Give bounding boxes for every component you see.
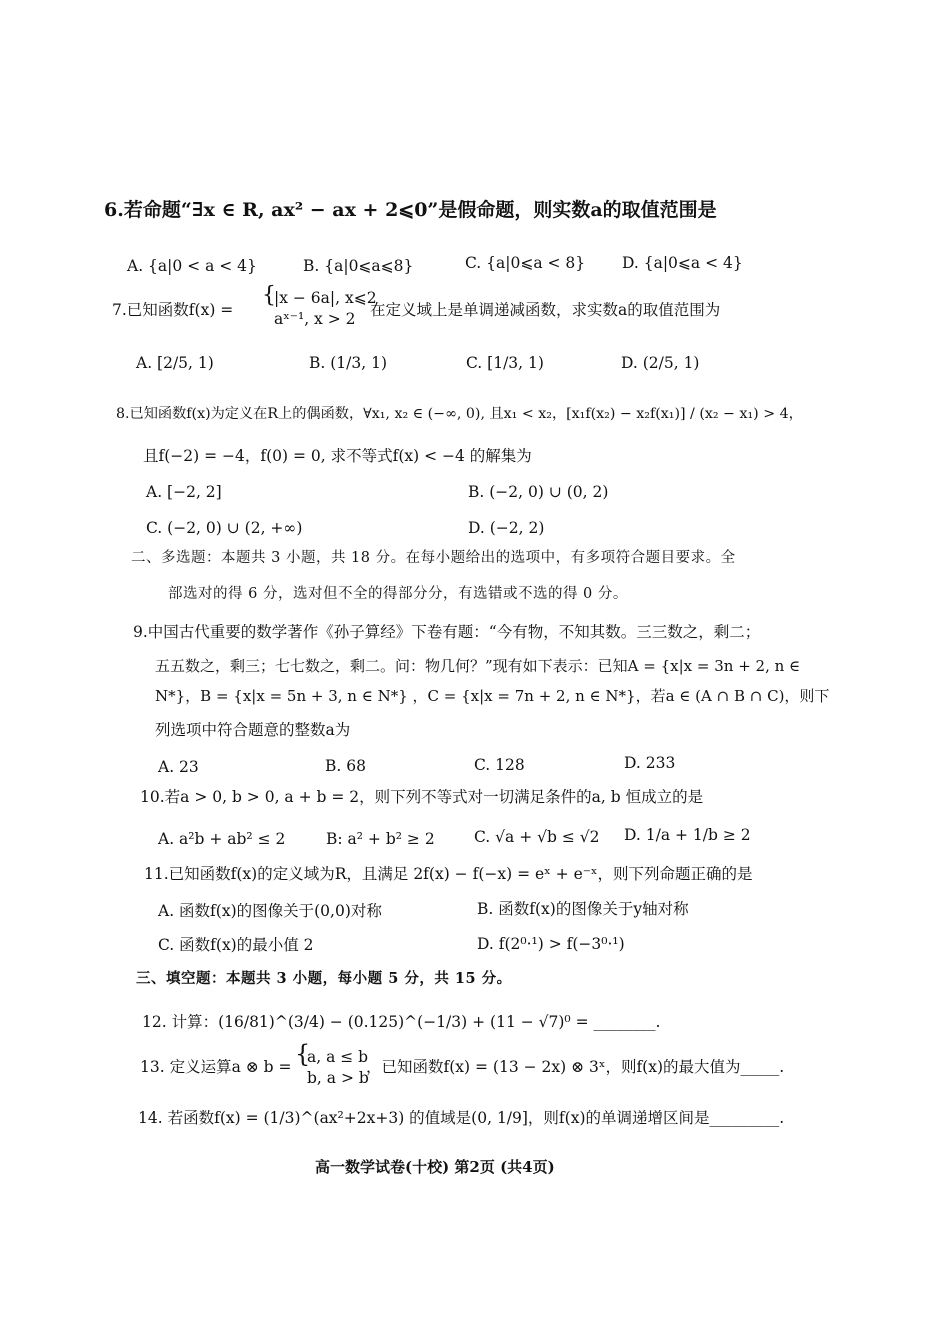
q9-line-4: 列选项中符合题意的整数a为 [155, 721, 351, 739]
q9-option-b: B. 68 [325, 757, 366, 775]
q6-option-b: B. {a|0⩽a⩽8} [303, 257, 414, 275]
q12-line: 12. 计算：(16/81)^(3/4) − (0.125)^(−1/3) + (11 − √7)⁰ = ________. [142, 1013, 661, 1031]
q10-option-b: B: a² + b² ≥ 2 [326, 830, 435, 848]
q7-option-d: D. (2/5, 1) [621, 354, 700, 372]
section-3-title: 三、填空题：本题共 3 小题，每小题 5 分，共 15 分。 [136, 970, 512, 987]
q13-brace: { [295, 1040, 311, 1068]
q6-option-a: A. {a|0 < a < 4} [127, 257, 257, 275]
q7-option-c: C. [1/3, 1) [466, 354, 544, 372]
q8-option-d: D. (−2, 2) [468, 519, 545, 537]
q8-line-1: 8.已知函数f(x)为定义在R上的偶函数，∀x₁, x₂ ∈ (−∞, 0), 且x₁ < x₂，[x₁f(x₂) − x₂f(x₁)] / (x₂ − x₁) > 4， [116, 406, 803, 422]
q9-line-1: 9.中国古代重要的数学著作《孙子算经》下卷有题：“今有物，不知其数。三三数之，剩二； [133, 623, 761, 641]
q11-option-a: A. 函数f(x)的图像关于(0,0)对称 [158, 902, 382, 920]
q7-brace: { [262, 283, 276, 308]
q13-piece-2: b, a > b [307, 1069, 369, 1087]
q6-stem: 6.若命题“∃x ∈ R, ax² − ax + 2⩽0”是假命题，则实数a的取值范围是 [104, 199, 717, 221]
q8-line-2: 且f(−2) = −4，f(0) = 0, 求不等式f(x) < −4 的解集为 [143, 447, 532, 465]
q9-line-2: 五五数之，剩三；七七数之，剩二。问：物几何？”现有如下表示：已知A = {x|x = 3n + 2, n ∈ [155, 657, 801, 675]
q11-option-b: B. 函数f(x)的图像关于y轴对称 [477, 900, 689, 918]
section-2-line-1: 二、多选题：本题共 3 小题，共 18 分。在每小题给出的选项中，有多项符合题目要求。全 [131, 550, 736, 566]
q9-option-a: A. 23 [158, 758, 199, 776]
q7-piece-2: aˣ⁻¹, x > 2 [274, 310, 356, 328]
q7-option-a: A. [2/5, 1) [136, 354, 214, 372]
q13-piece-1: a, a ≤ b [307, 1048, 369, 1066]
q9-option-c: C. 128 [474, 756, 525, 774]
q11-option-c: C. 函数f(x)的最小值 2 [158, 936, 314, 954]
page-footer: 高一数学试卷(十校) 第2页 (共4页) [315, 1158, 555, 1176]
q9-option-d: D. 233 [624, 754, 676, 772]
q7-stem-suffix: 在定义域上是单调递减函数，求实数a的取值范围为 [370, 301, 721, 319]
q8-option-b: B. (−2, 0) ∪ (0, 2) [468, 483, 609, 501]
q10-option-c: C. √a + √b ≤ √2 [474, 828, 600, 846]
q14-line: 14. 若函数f(x) = (1/3)^(ax²+2x+3) 的值域是(0, 1/9]，则f(x)的单调递增区间是_________. [138, 1109, 785, 1127]
q6-option-c: C. {a|0⩽a < 8} [465, 254, 586, 272]
q10-stem: 10.若a > 0, b > 0, a + b = 2，则下列不等式对一切满足条件的a, b 恒成立的是 [140, 788, 704, 806]
q11-stem: 11.已知函数f(x)的定义域为R，且满足 2f(x) − f(−x) = eˣ + e⁻ˣ，则下列命题正确的是 [144, 865, 753, 883]
q7-piece-1: |x − 6a|, x⩽2 [274, 289, 377, 307]
q10-option-d: D. 1/a + 1/b ≥ 2 [624, 826, 751, 844]
q11-option-d: D. f(2⁰·¹) > f(−3⁰·¹) [477, 935, 625, 953]
q6-option-d: D. {a|0⩽a < 4} [622, 254, 743, 272]
q13-prefix: 13. 定义运算a ⊗ b = [140, 1058, 292, 1076]
q9-line-3: N*}，B = {x|x = 5n + 3, n ∈ N*} ，C = {x|x = 7n + 2, n ∈ N*}，若a ∈ (A ∩ B ∩ C)，则下 [155, 687, 830, 705]
q7-option-b: B. (1/3, 1) [309, 354, 387, 372]
q8-option-c: C. (−2, 0) ∪ (2, +∞) [146, 519, 303, 537]
q7-stem-prefix: 7.已知函数f(x) = [112, 301, 234, 319]
q13-suffix: ，已知函数f(x) = (13 − 2x) ⊗ 3ˣ，则f(x)的最大值为_____. [366, 1058, 785, 1076]
section-2-line-2: 部选对的得 6 分，选对但不全的得部分分，有选错或不选的得 0 分。 [168, 586, 628, 602]
q8-option-a: A. [−2, 2] [146, 483, 222, 501]
q10-option-a: A. a²b + ab² ≤ 2 [158, 830, 286, 848]
